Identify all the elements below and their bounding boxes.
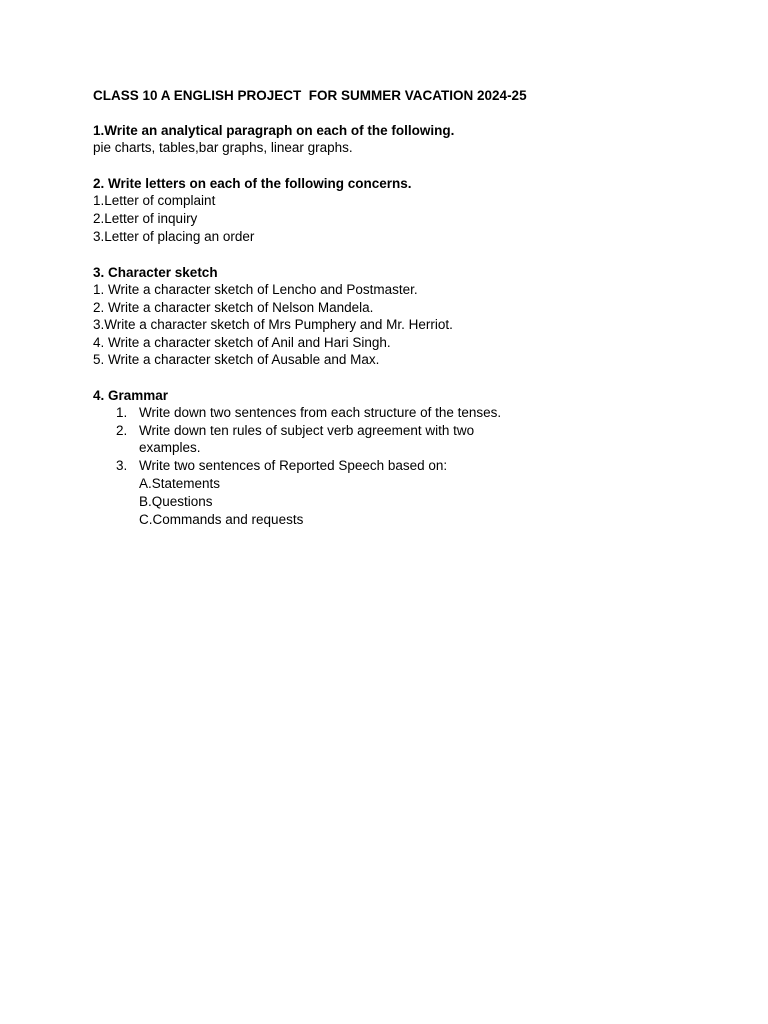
document-title: CLASS 10 A ENGLISH PROJECT FOR SUMMER VACATION 2024-25	[93, 88, 527, 103]
section-3-item: 3.Write a character sketch of Mrs Pumphery and Mr. Herriot.	[93, 317, 453, 332]
section-2-heading: 2. Write letters on each of the following concerns.	[93, 176, 412, 191]
grammar-item-text: examples.	[139, 440, 201, 455]
section-2-item: 3.Letter of placing an order	[93, 229, 255, 244]
section-3-heading: 3. Character sketch	[93, 265, 218, 280]
grammar-subitem: A.Statements	[139, 476, 221, 491]
section-3-item: 5. Write a character sketch of Ausable and Max.	[93, 352, 380, 367]
grammar-item-number: 3.	[116, 458, 128, 473]
section-3-item: 2. Write a character sketch of Nelson Mandela.	[93, 300, 374, 315]
section-1-text: pie charts, tables,bar graphs, linear graphs.	[93, 140, 353, 155]
grammar-subitem: C.Commands and requests	[139, 512, 304, 527]
grammar-item-text: Write down two sentences from each structure of the tenses.	[139, 405, 502, 420]
section-4-heading: 4. Grammar	[93, 388, 169, 403]
section-2-item: 1.Letter of complaint	[93, 193, 216, 208]
section-1-heading: 1.Write an analytical paragraph on each of the following.	[93, 123, 455, 138]
section-2-item: 2.Letter of inquiry	[93, 211, 198, 226]
grammar-item-number: 1.	[116, 405, 128, 420]
grammar-item-number: 2.	[116, 423, 128, 438]
grammar-item-text: Write two sentences of Reported Speech based on:	[139, 458, 448, 473]
grammar-item-text: Write down ten rules of subject verb agreement with two	[139, 423, 475, 438]
section-3-item: 1. Write a character sketch of Lencho and Postmaster.	[93, 282, 418, 297]
grammar-subitem: B.Questions	[139, 494, 213, 509]
section-3-item: 4. Write a character sketch of Anil and Hari Singh.	[93, 335, 391, 350]
